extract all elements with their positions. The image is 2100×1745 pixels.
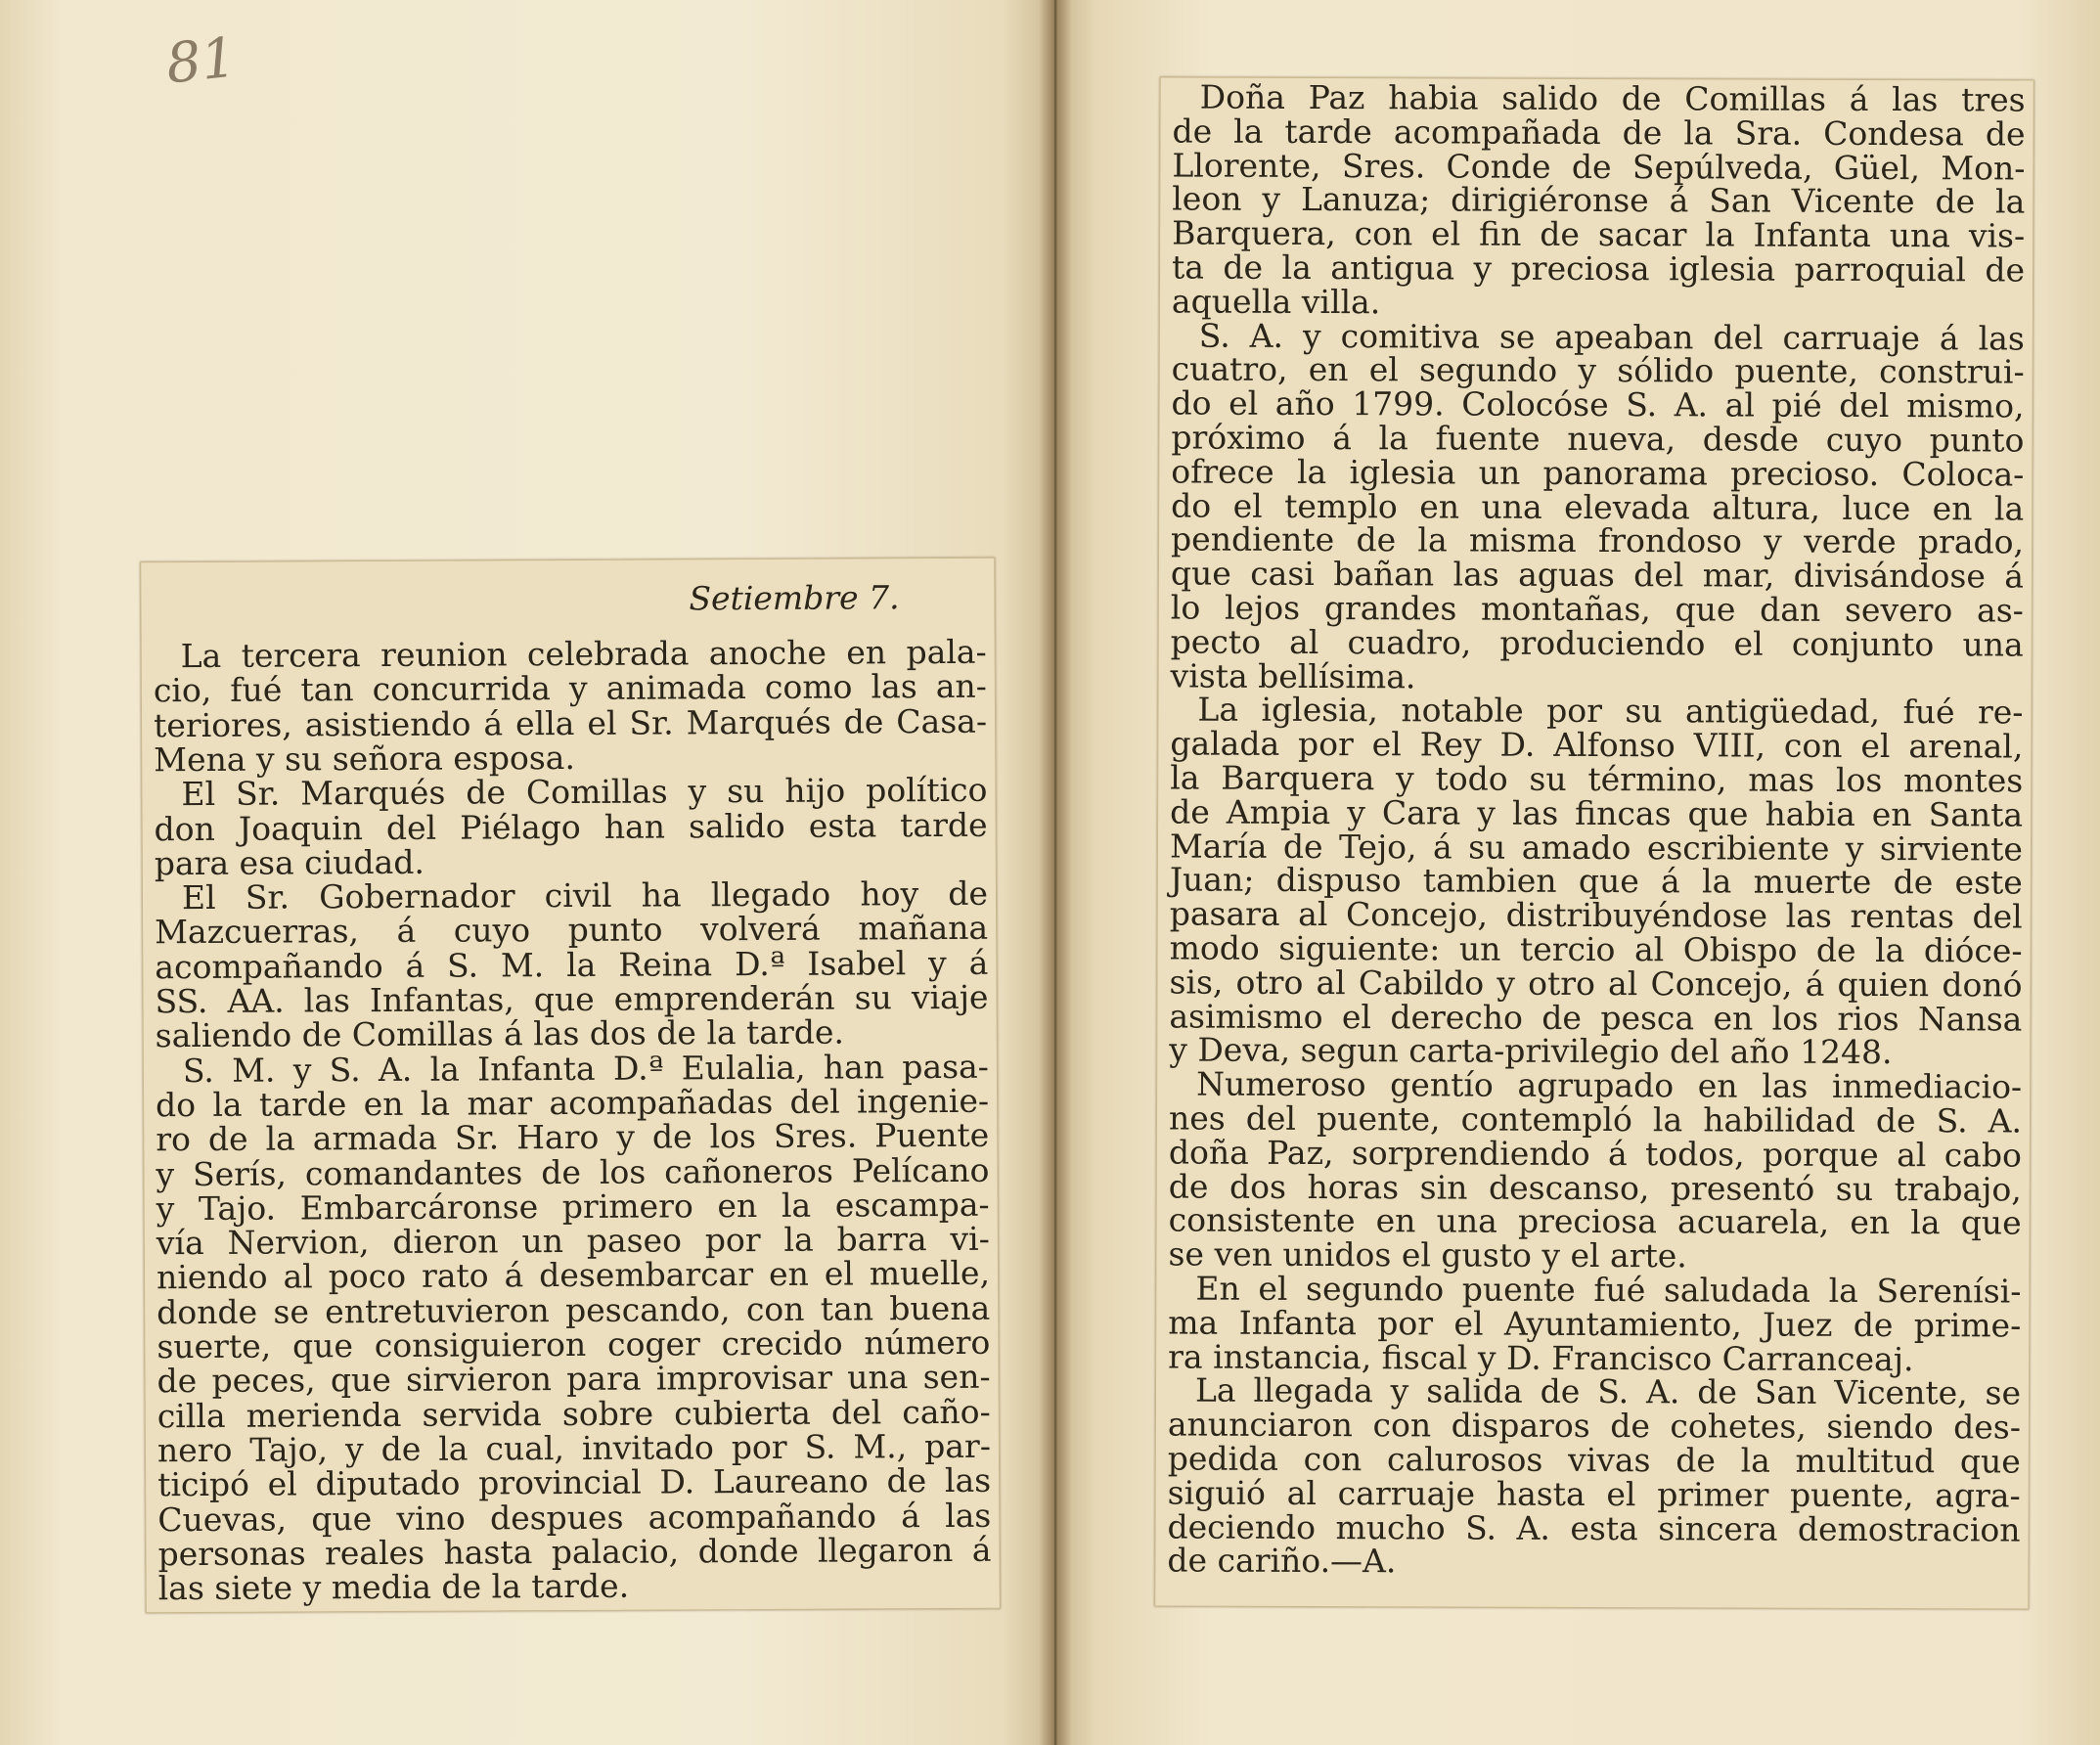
text-line: do el templo en una elevada altura, luce en la (1171, 486, 2025, 528)
text-line: Juan; dispuso tambien que á la muerte de este (1169, 860, 2023, 902)
text-line: Llorente, Sres. Conde de Sepúlveda, Güel, Mon- (1172, 146, 2026, 188)
text-line: próximo á la fuente nueva, desde cuyo punto (1171, 418, 2025, 460)
text-line: pecto al cuadro, produciendo el conjunto una (1170, 622, 2024, 664)
text-line: Mena y su señora esposa. (154, 738, 575, 780)
text-line: de cariño.—A. (1167, 1541, 1397, 1581)
text-line: anunciaron con disparos de cohetes, siendo des- (1167, 1405, 2021, 1447)
text-line: En el segundo puente fué saludada la Serenísi- (1195, 1269, 2022, 1311)
book-gutter (1039, 0, 1072, 1745)
text-line: lo lejos grandes montañas, que dan severo as- (1170, 588, 2024, 630)
text-line: La llegada y salida de S. A. de San Vicente, se (1194, 1370, 2022, 1412)
text-line: y Tajo. Embarcáronse primero en la escampa- (156, 1185, 990, 1229)
text-line: la Barquera y todo su término, mas los montes (1170, 758, 2024, 800)
clipping-date: Setiembre 7. (689, 578, 900, 618)
text-line: para esa ciudad. (154, 842, 424, 883)
text-line: siguió al carruaje hasta el primer puente, agra- (1167, 1473, 2021, 1515)
text-line: La tercera reunion celebrada anoche en pala- (180, 632, 987, 676)
page-number: 81 (162, 25, 240, 97)
text-line: Mazcuerras, á cuyo punto volverá mañana (155, 909, 989, 952)
text-line: ta de la antigua y preciosa iglesia parroquial de (1171, 247, 2026, 290)
text-line: y Serís, comandantes de los cañoneros Pelícano (156, 1150, 990, 1193)
text-line: nero Tajo, y de la cual, invitado por S. M., par- (156, 1426, 992, 1470)
text-line: vía Nervion, dieron un paseo por la barra vi- (156, 1219, 990, 1263)
text-line: do el año 1799. Colocóse S. A. al pié del mismo, (1171, 383, 2025, 425)
text-line: El Sr. Marqués de Comillas y su hijo político (181, 770, 988, 814)
text-line: SS. AA. las Infantas, que emprenderán su viaje (155, 977, 989, 1021)
text-line: donde se entretuvieron pescando, con tan buena (156, 1288, 991, 1331)
text-line: cuatro, en el segundo y sólido puente, construi- (1171, 349, 2025, 391)
text-line: Barquera, con el fin de sacar la Infanta una vis- (1172, 213, 2026, 255)
text-line: ofrece la iglesia un panorama precioso. Coloca- (1171, 452, 2025, 494)
text-line: acompañando á S. M. la Reina D.ª Isabel y á (155, 943, 989, 986)
text-line: de peces, que sirvieron para improvisar una sen- (156, 1358, 991, 1401)
text-line: se ven unidos el gusto y el arte. (1168, 1234, 1687, 1275)
text-line: cilla merienda servida sobre cubierta del caño- (156, 1392, 991, 1435)
text-line: pasara al Concejo, distribuyéndose las rentas del (1169, 894, 2023, 936)
text-line: modo siguiente: un tercio al Obispo de la dióce- (1169, 928, 2023, 970)
text-line: vista bellísima. (1170, 656, 1416, 695)
text-line: do la tarde en la mar acompañadas del ingenie- (155, 1081, 990, 1125)
newspaper-clipping-left (140, 558, 1001, 1614)
text-line: cio, fué tan concurrida y animada como las an- (153, 667, 987, 710)
newspaper-clipping-right (1154, 76, 2033, 1609)
text-line: asimismo el derecho de pesca en los rios Nansa (1169, 997, 2023, 1039)
text-line: que casi bañan las aguas del mar, divisándose á (1170, 554, 2025, 596)
text-line: sis, otro al Cabildo y otro al Concejo, á quien donó (1169, 962, 2023, 1005)
text-line: don Joaquin del Piélago han salido esta tarde (154, 805, 988, 848)
text-line: niendo al poco rato á desembarcar en el muelle, (156, 1254, 991, 1297)
text-line: ticipó el diputado provincial D. Laureano de las (157, 1460, 992, 1504)
text-line: galada por el Rey D. Alfonso VIII, con el arenal, (1170, 724, 2024, 766)
text-line: de dos horas sin descanso, presentó su trabajo, (1168, 1167, 2022, 1209)
text-line: teriores, asistiendo á ella el Sr. Marqués de Casa- (153, 701, 988, 744)
text-line: S. A. y comitiva se apeaban del carruaje á las (1198, 316, 2025, 358)
text-line: y Deva, segun carta-privilegio del año 1248. (1169, 1030, 1893, 1072)
text-line: ra instancia, fiscal y D. Francisco Carranceaj. (1168, 1337, 1914, 1378)
text-line: nes del puente, contempló la habilidad de S. A. (1168, 1098, 2023, 1141)
text-line: ma Infanta por el Ayuntamiento, Juez de prime- (1168, 1303, 2022, 1345)
text-line: leon y Lanuza; dirigiéronse á San Vicente de la (1172, 179, 2026, 221)
text-line: María de Tejo, á su amado escribiente y sirviente (1169, 827, 2024, 869)
text-line: pendiente de la misma frondoso y verde prado, (1171, 519, 2025, 561)
text-line: de Ampia y Cara y las fincas que habia en Santa (1170, 792, 2024, 834)
text-line: personas reales hasta palacio, donde llegaron á (157, 1530, 992, 1574)
text-line: Doña Paz habia salido de Comillas á las tres (1199, 77, 2026, 119)
text-line: ro de la armada Sr. Haro y de los Sres. Puente (156, 1115, 990, 1159)
text-line: S. M. y S. A. la Infanta D.ª Eulalia, han pasa- (182, 1047, 990, 1090)
text-line: saliendo de Comillas á las dos de la tarde. (155, 1012, 845, 1055)
text-line: las siete y media de la tarde. (157, 1566, 630, 1608)
text-line: deciendo mucho S. A. esta sincera demostracion (1167, 1507, 2021, 1549)
text-line: pedida con calurosos vivas de la multitud que (1167, 1439, 2021, 1481)
text-line: aquella villa. (1171, 282, 1381, 322)
text-line: consistente en una preciosa acuarela, en la que (1168, 1200, 2022, 1242)
text-line: El Sr. Gobernador civil ha llegado hoy de (181, 873, 989, 917)
text-line: Cuevas, que vino despues acompañando á las (157, 1496, 992, 1539)
text-line: La iglesia, notable por su antigüedad, fué re- (1197, 690, 2024, 732)
text-line: de la tarde acompañada de la Sra. Condesa de (1172, 112, 2026, 154)
text-line: suerte, que consiguieron coger crecido número (156, 1322, 991, 1366)
text-line: doña Paz, sorprendiendo á todos, porque al cabo (1168, 1133, 2022, 1175)
text-line: Numeroso gentío agrupado en las inmediacio- (1196, 1064, 2023, 1106)
